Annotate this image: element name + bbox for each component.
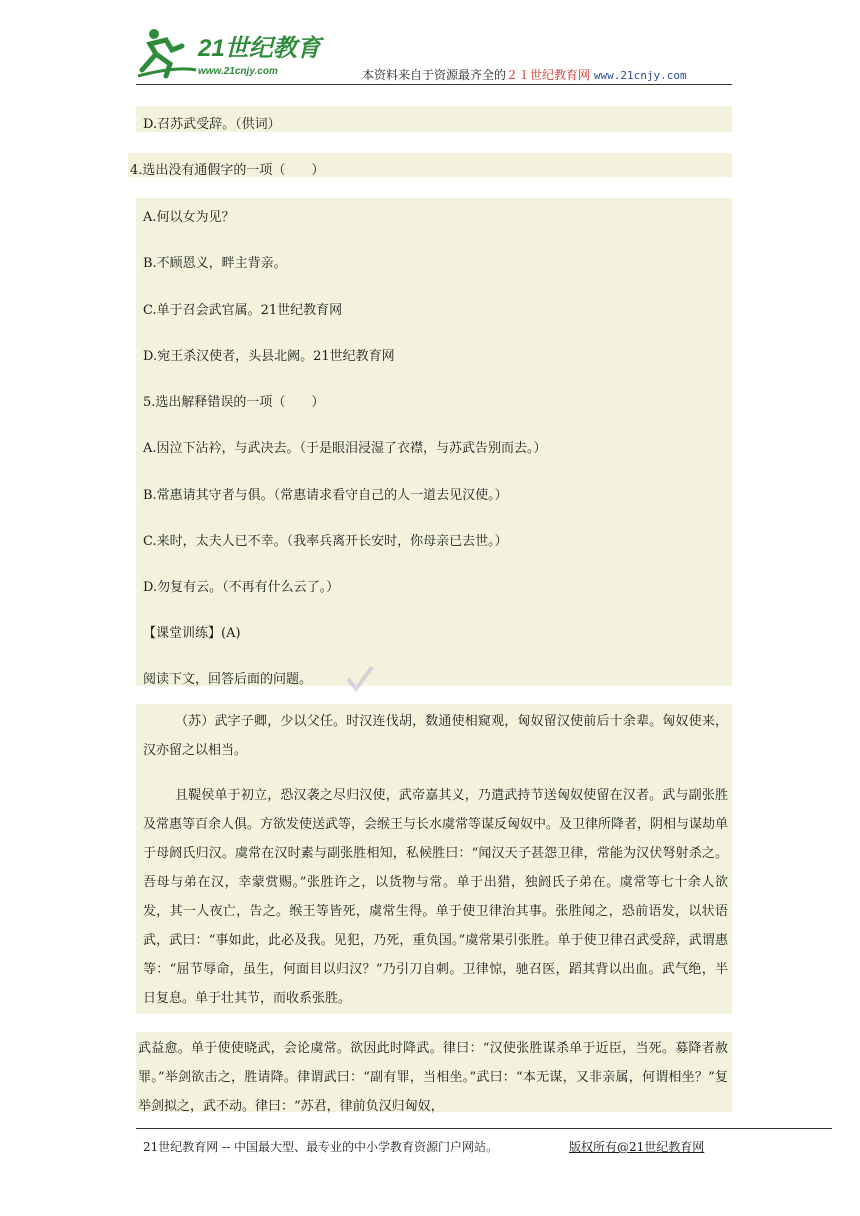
header-divider [136,84,732,85]
q4-option-c: C.单于召会武官属。21世纪教育网 [143,303,343,318]
logo-brand-text: 21世纪教育 [198,35,321,62]
passage-paragraph-3: 武益愈。单于使使晓武，会论虞常。欲因此时降武。律曰：“汉使张胜谋杀单于近臣，当死。募降者赦罪。”举剑欲击之，胜请降。律谓武曰：“副有罪，当相坐。”武曰：“本无谋，又非亲属，何谓相坐？”复举剑拟之，武不动。律曰：“苏君，律前负汉归匈奴， [138,1041,728,1114]
source-site: ２１世纪教育网 [506,68,591,82]
q4-option-d: D.宛王杀汉使者，头县北阙。21世纪教育网 [143,349,395,364]
check-mark-icon [344,665,374,695]
footer-copyright-link[interactable]: 版权所有@21世纪教育网 [569,1140,705,1154]
reading-instruction: 阅读下文，回答后面的问题。 [143,672,313,687]
source-note [362,66,687,83]
q4-title: 4.选出没有通假字的一项（ ） [130,163,325,178]
source-url-link[interactable]: www.21cnjy.com [593,69,687,82]
q3-option-d: D.召苏武受辞。（供词） [143,117,281,132]
q5-title: 5.选出解释错误的一项（ ） [143,395,325,410]
passage-paragraph-2: 且鞮侯单于初立，恐汉袭之尽归汉使，武帝嘉其义，乃遣武持节送匈奴使留在汉者。武与副张胜及常惠等百余人俱。方欲发使送武等，会缑王与长水虞常等谋反匈奴中。及卫律所降者，阴相与谋劫单于母阏氏归汉。虞常在汉时素与副张胜相知，私候胜曰：“闻汉天子甚怨卫律，常能为汉伏弩射杀之。吾母与弟在汉，幸蒙赏赐。”张胜许之，以货物与常。单于出猎，独阏氏子弟在。虞常等七十余人欲发，其一人夜亡，告之。缑王等皆死，虞常生得。单于使卫律治其事。张胜闻之，恐前语发，以状语武，武曰：“事如此，此必及我。见犯，乃死，重负国。”虞常果引张胜。单于使卫律召武受辞，武谓惠等：“屈节辱命，虽生，何面目以归汉？”乃引刀自刺。卫律惊，驰召医，蹈其背以出血。武气绝，半日复息。单于壮其节，而收系张胜。 [143,788,729,1006]
q4-option-b: B.不顾恩义，畔主背亲。 [143,256,287,271]
q5-option-b: B.常惠请其守者与俱。（常惠请求看守自己的人一道去见汉使。） [143,488,508,503]
site-logo [136,26,336,82]
footer-description: 21世纪教育网 -- 中国最大型、最专业的中小学教育资源门户网站。 [143,1140,499,1154]
section-title: 【课堂训练】(A) [143,626,241,641]
q4-option-a: A.何以女为见？ [143,210,235,225]
source-prefix: 本资料来自于资源最齐全的 [362,68,507,82]
footer-divider [136,1128,832,1129]
q5-option-d: D.勿复有云。（不再有什么云了。） [143,580,340,595]
q5-option-a: A.因泣下沾衿，与武决去。（于是眼泪浸湿了衣襟，与苏武告别而去。） [143,441,547,456]
q5-option-c: C.来时，太夫人已不幸。（我率兵离开长安时，你母亲已去世。） [143,534,508,549]
passage-paragraph-1: （苏）武字子卿，少以父任。时汉连伐胡，数通使相窥观，匈奴留汉使前后十余辈。匈奴使来，汉亦留之以相当。 [143,714,728,758]
logo-url-text: www.21cnjy.com [198,66,278,77]
runner-icon [138,29,196,76]
page-header [0,0,860,100]
